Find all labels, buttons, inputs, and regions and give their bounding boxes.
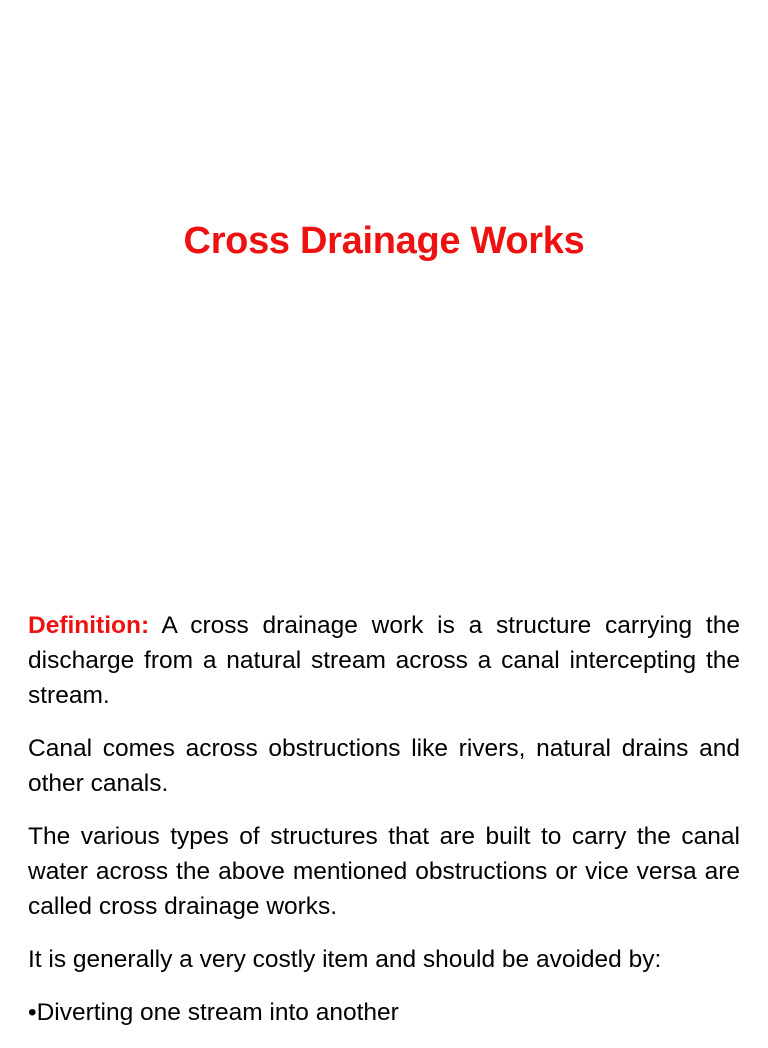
definition-label: Definition: — [28, 612, 150, 639]
paragraph-cost: It is generally a very costly item and should be avoided by: — [28, 946, 662, 973]
paragraph-obstructions: Canal comes across obstructions like rivers, natural drains and other canals. — [28, 735, 740, 797]
definition-paragraph — [28, 608, 740, 713]
content-slide — [0, 600, 768, 1024]
slide-title: Cross Drainage Works — [183, 220, 585, 262]
bullet-item: •Diverting one stream into another — [28, 999, 399, 1026]
slide-body — [28, 608, 740, 1048]
paragraph-structure-types: The various types of structures that are built to carry the canal water across the above mentioned obstructions or vice versa are called cross drainage works. — [28, 823, 740, 920]
definition-text: A cross drainage work is a structure carrying the discharge from a natural stream across a canal intercepting the stream. — [28, 612, 740, 709]
title-slide — [0, 0, 768, 520]
